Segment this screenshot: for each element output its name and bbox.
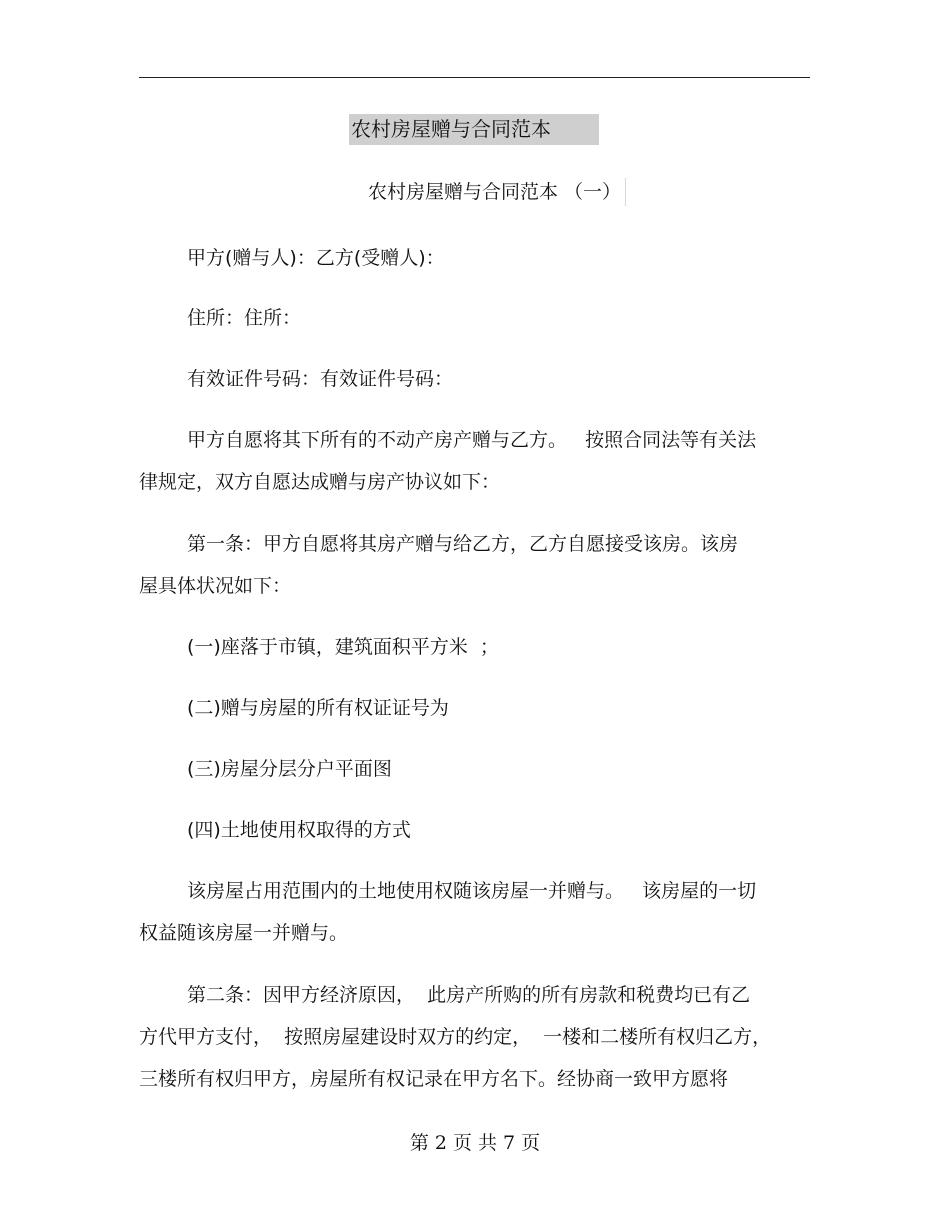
paragraph-line: 甲方自愿将其下所有的不动产房产赠与乙方。 按照合同法等有关法: [187, 429, 757, 451]
document-subtitle: 农村房屋赠与合同范本 （一）: [368, 178, 626, 206]
id-number-line: 有效证件号码：有效证件号码：: [187, 368, 454, 390]
list-item: (三)房屋分层分户平面图: [187, 758, 392, 780]
address-line: 住所：住所：: [187, 307, 302, 329]
party-line: 甲方(赠与人)：乙方(受赠人)：: [187, 247, 445, 269]
paragraph-line: 律规定，双方自愿达成赠与房产协议如下：: [139, 471, 501, 493]
list-item: (一)座落于市镇，建筑面积平方米 ；: [187, 636, 499, 658]
paragraph-line: 第二条：因甲方经济原因， 此房产所购的所有房款和税费均已有乙: [187, 984, 751, 1006]
list-item: (四)土地使用权取得的方式: [187, 819, 411, 841]
paragraph-line: 三楼所有权归甲方，房屋所有权记录在甲方名下。经协商一致甲方愿将: [139, 1068, 729, 1090]
paragraph-line: 该房屋占用范围内的土地使用权随该房屋一并赠与。 该房屋的一切: [187, 880, 757, 902]
header-rule: [139, 77, 810, 78]
document-title: 农村房屋赠与合同范本: [349, 114, 599, 145]
page-number: 第 2 页 共 7 页: [409, 1132, 541, 1154]
paragraph-line: 屋具体状况如下：: [139, 575, 292, 597]
list-item: (二)赠与房屋的所有权证证号为: [187, 697, 449, 719]
paragraph-line: 方代甲方支付， 按照房屋建设时双方的约定， 一楼和二楼所有权归乙方，: [139, 1026, 772, 1048]
paragraph-line: 第一条：甲方自愿将其房产赠与给乙方，乙方自愿接受该房。该房: [187, 533, 739, 555]
paragraph-line: 权益随该房屋一并赠与。: [139, 922, 349, 944]
